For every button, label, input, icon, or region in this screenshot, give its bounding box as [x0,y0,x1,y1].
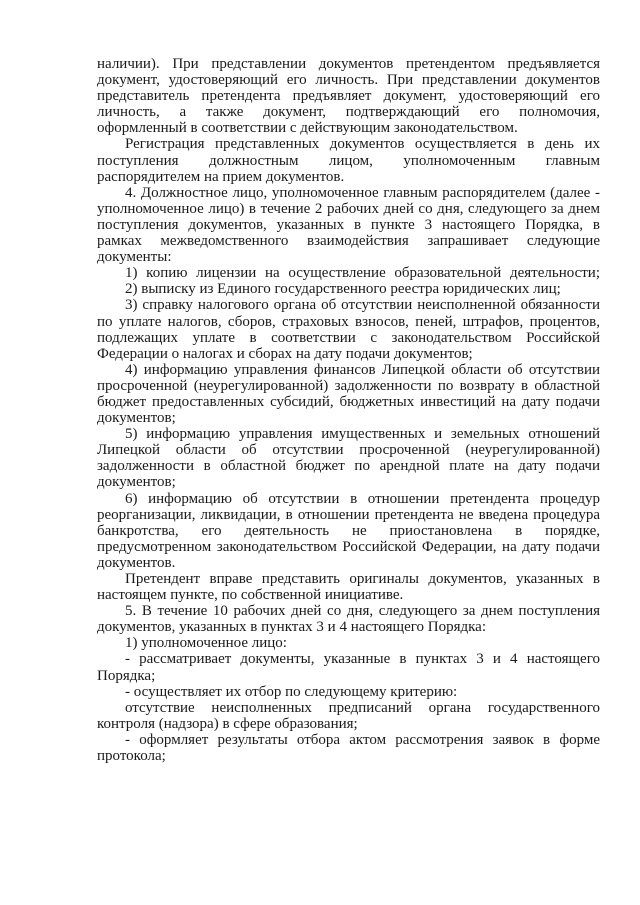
text-line: реорганизации, ликвидации, в отношении претендента не введена процедура [97,506,600,523]
text-line: личность, а также документ, подтверждающий его полномочия, [97,104,600,121]
text-line: подлежащих уплате в соответствии с законодательством Российской [97,329,600,346]
text-line: 4) информацию управления финансов Липецкой области об отсутствии [125,361,600,378]
text-line: 1) копию лицензии на осуществление образовательной деятельности; [125,265,600,282]
text-line: документов. [97,554,176,571]
text-line: наличии). При представлении документов претендентом предъявляется [97,56,600,72]
text-line: поступления документов, указанных в пункте 3 настоящего Порядка, в [97,216,600,233]
text-line: задолженности в областной бюджет по арендной плате на дату подачи [97,458,600,475]
text-line: контроля (надзора) в сфере образования; [97,715,358,732]
text-line: 6) информацию об отсутствии в отношении претендента процедур [125,490,600,507]
text-line: по уплате налогов, сборов, страховых взносов, пеней, штрафов, процентов, [97,313,600,330]
text-line: бюджет предоставленных субсидий, бюджетных инвестиций на дату подачи [97,393,600,410]
text-line: - оформляет результаты отбора актом рассмотрения заявок в форме [125,731,600,748]
text-line: протокола; [97,748,166,765]
text-line: 5) информацию управления имущественных и земельных отношений [125,426,600,443]
text-line: настоящем пункте, по собственной инициативе. [97,587,404,604]
text-line: Порядка; [97,667,156,684]
text-line: Липецкой области об отсутствии просроченной (неурегулированной) [97,442,600,459]
text-line: поступления должностным лицом, уполномоченным главным [97,152,600,169]
text-line: 2) выписку из Единого государственного реестра юридических лиц; [125,281,561,298]
text-line: - рассматривает документы, указанные в пунктах 3 и 4 настоящего [125,651,600,668]
text-line: документов, указанных в пунктах 3 и 4 настоящего Порядка: [97,619,487,636]
text-line: Регистрация представленных документов осуществляется в день их [125,136,600,153]
text-line: 1) уполномоченное лицо: [125,635,287,652]
text-line: документов; [97,474,176,491]
text-line: предусмотренном законодательством Российской Федерации, на дату подачи [97,538,600,555]
text-line: отсутствие неисполненных предписаний органа государственного [125,699,600,716]
text-line: Претендент вправе представить оригиналы документов, указанных в [125,571,600,587]
text-line: представитель претендента предъявляет документ, удостоверяющий его [97,88,600,105]
text-line: уполномоченное лицо) в течение 2 рабочих дней со дня, следующего за днем [97,200,600,217]
text-line: 3) справку налогового органа об отсутствии неисполненной обязанности [125,297,600,314]
text-line: документы: [97,249,172,266]
text-line: 5. В течение 10 рабочих дней со дня, следующего за днем поступления [125,603,600,620]
text-line: Федерации о налогах и сборах на дату подачи документов; [97,345,473,362]
text-line: - осуществляет их отбор по следующему критерию: [125,683,458,700]
text-line: распорядителем на прием документов. [97,168,345,185]
text-line: оформленный в соответствии с действующим законодательством. [97,120,518,137]
text-line: просроченной (неурегулированной) задолженности по возврату в областной [97,377,600,394]
text-line: 4. Должностное лицо, уполномоченное главным распорядителем (далее - [125,184,600,201]
text-line: банкротства, его деятельность не приостановлена в порядке, [97,522,600,539]
text-line: рамках межведомственного взаимодействия запрашивает следующие [97,233,600,250]
text-line: документов; [97,410,176,427]
text-line: документ, удостоверяющий его личность. При представлении документов [97,72,600,89]
